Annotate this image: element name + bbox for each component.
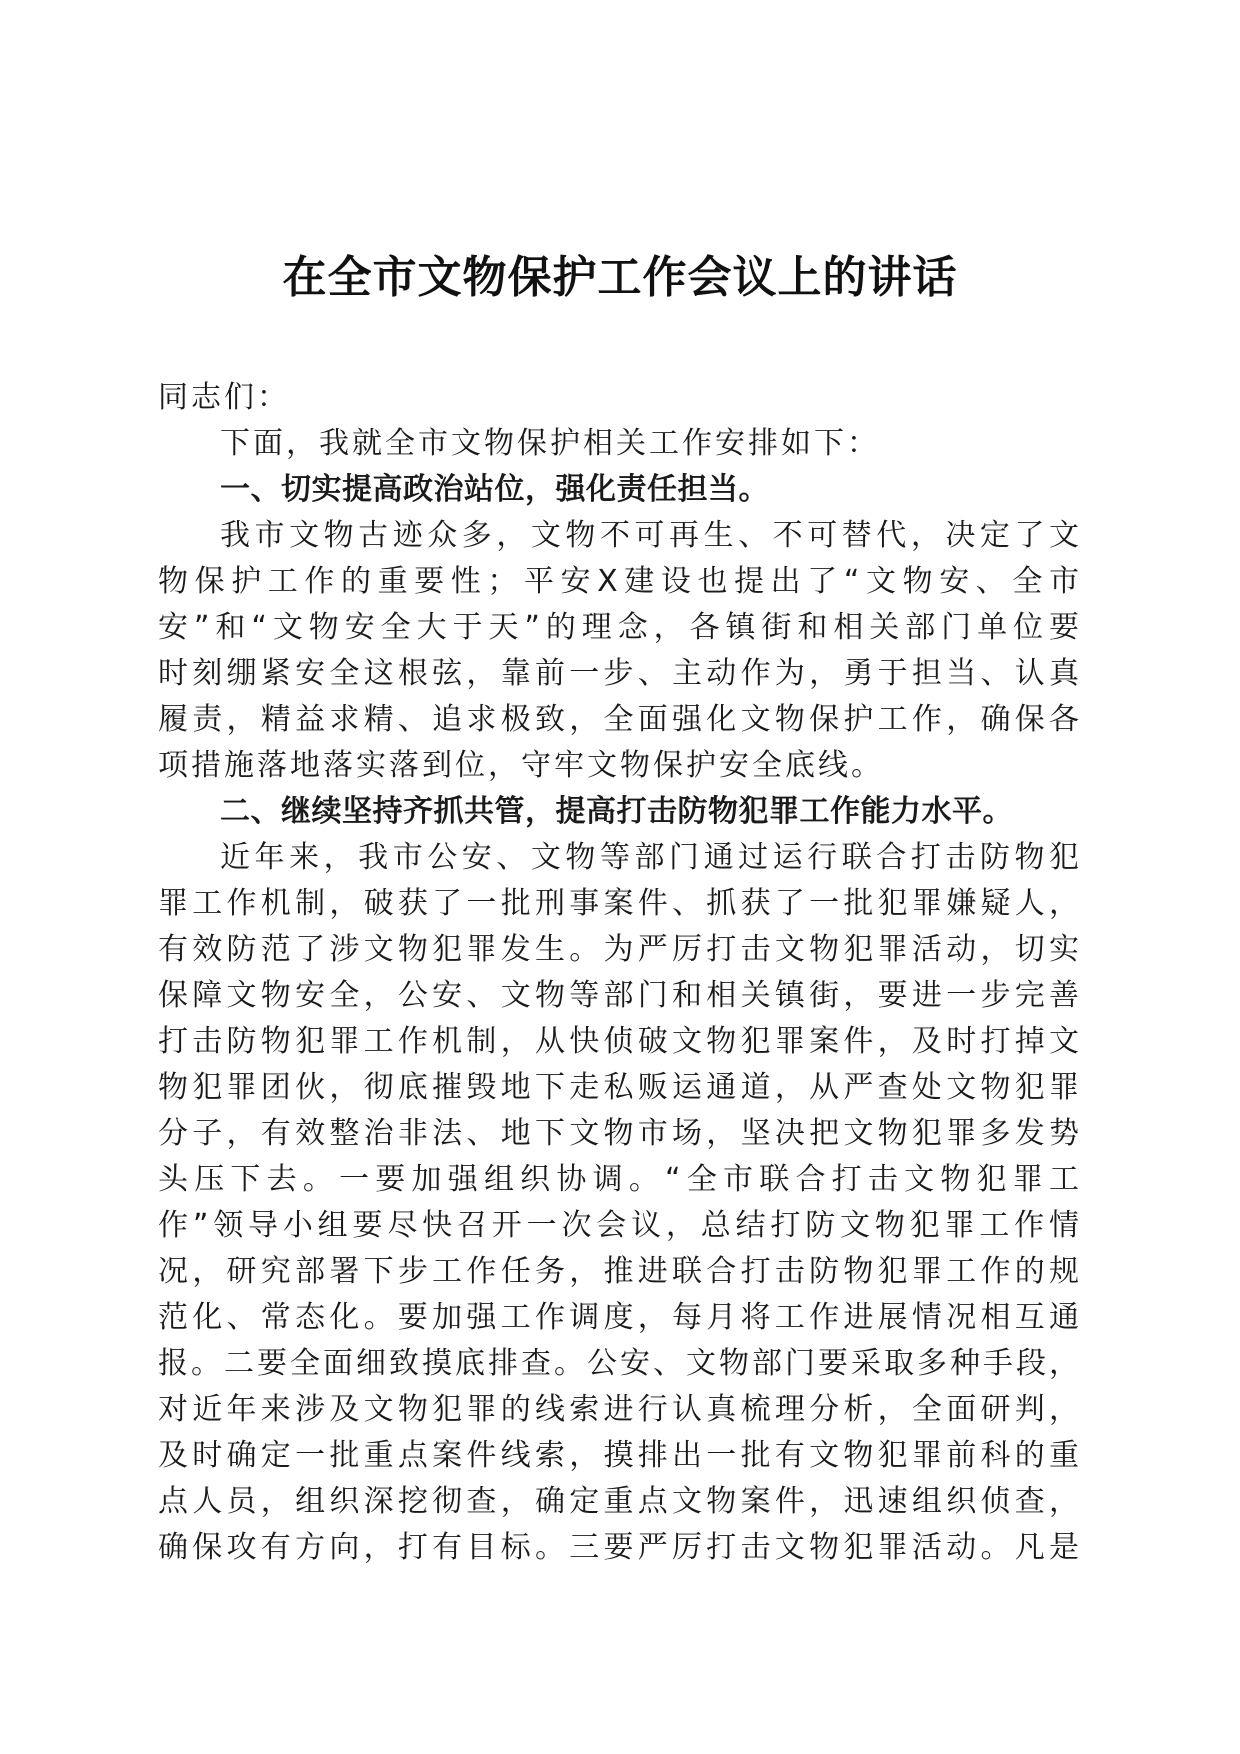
section-heading-2: 二、继续坚持齐抓共管，提高打击防物犯罪工作能力水平。 [220, 794, 1013, 829]
paragraph-line: 项措施落地落实落到位，守牢文物保护安全底线。 [158, 748, 884, 783]
paragraph-line: 点人员，组织深挖彻查，确定重点文物案件，迅速组织侦查， [158, 1484, 1082, 1519]
paragraph-line: 近年来，我市公安、文物等部门通过运行联合打击防物犯 [220, 840, 1082, 875]
paragraph-line: 安”和“文物安全大于天”的理念，各镇街和相关部门单位要 [158, 610, 1082, 645]
paragraph-line: 况，研究部署下步工作任务，推进联合打击防物犯罪工作的规 [158, 1254, 1082, 1289]
paragraph-line: 对近年来涉及文物犯罪的线索进行认真梳理分析，全面研判， [158, 1392, 1082, 1427]
paragraph-line: 头压下去。一要加强组织协调。“全市联合打击文物犯罪工 [158, 1162, 1082, 1197]
paragraph-line: 分子，有效整治非法、地下文物市场，坚决把文物犯罪多发势 [158, 1116, 1082, 1151]
paragraph-line: 确保攻有方向，打有目标。三要严厉打击文物犯罪活动。凡是 [158, 1530, 1082, 1565]
paragraph-line: 物保护工作的重要性；平安X建设也提出了“文物安、全市 [158, 564, 1082, 599]
paragraph-line: 保障文物安全，公安、文物等部门和相关镇街，要进一步完善 [158, 978, 1082, 1013]
paragraph-line: 时刻绷紧安全这根弦，靠前一步、主动作为，勇于担当、认真 [158, 656, 1082, 691]
paragraph-line: 作”领导小组要尽快召开一次会议，总结打防文物犯罪工作情 [158, 1208, 1082, 1243]
paragraph-line: 及时确定一批重点案件线索，摸排出一批有文物犯罪前科的重 [158, 1438, 1082, 1473]
salutation-line: 同志们： [158, 380, 290, 415]
paragraph-line: 范化、常态化。要加强工作调度，每月将工作进展情况相互通 [158, 1300, 1082, 1335]
paragraph-line: 有效防范了涉文物犯罪发生。为严厉打击文物犯罪活动，切实 [158, 932, 1082, 967]
paragraph-line: 履责，精益求精、追求极致，全面强化文物保护工作，确保各 [158, 702, 1082, 737]
intro-line: 下面，我就全市文物保护相关工作安排如下： [220, 426, 880, 461]
paragraph-line: 物犯罪团伙，彻底摧毁地下走私贩运通道，从严查处文物犯罪 [158, 1070, 1082, 1105]
paragraph-line: 报。二要全面细致摸底排查。公安、文物部门要采取多种手段， [158, 1346, 1082, 1381]
section-heading-1: 一、切实提高政治站位，强化责任担当。 [220, 472, 769, 507]
paragraph-line: 我市文物古迹众多，文物不可再生、不可替代，决定了文 [220, 518, 1082, 553]
document-title: 在全市文物保护工作会议上的讲话 [282, 252, 958, 303]
paragraph-line: 罪工作机制，破获了一批刑事案件、抓获了一批犯罪嫌疑人， [158, 886, 1082, 921]
paragraph-line: 打击防物犯罪工作机制，从快侦破文物犯罪案件，及时打掉文 [158, 1024, 1082, 1059]
document-body [158, 375, 1082, 1571]
